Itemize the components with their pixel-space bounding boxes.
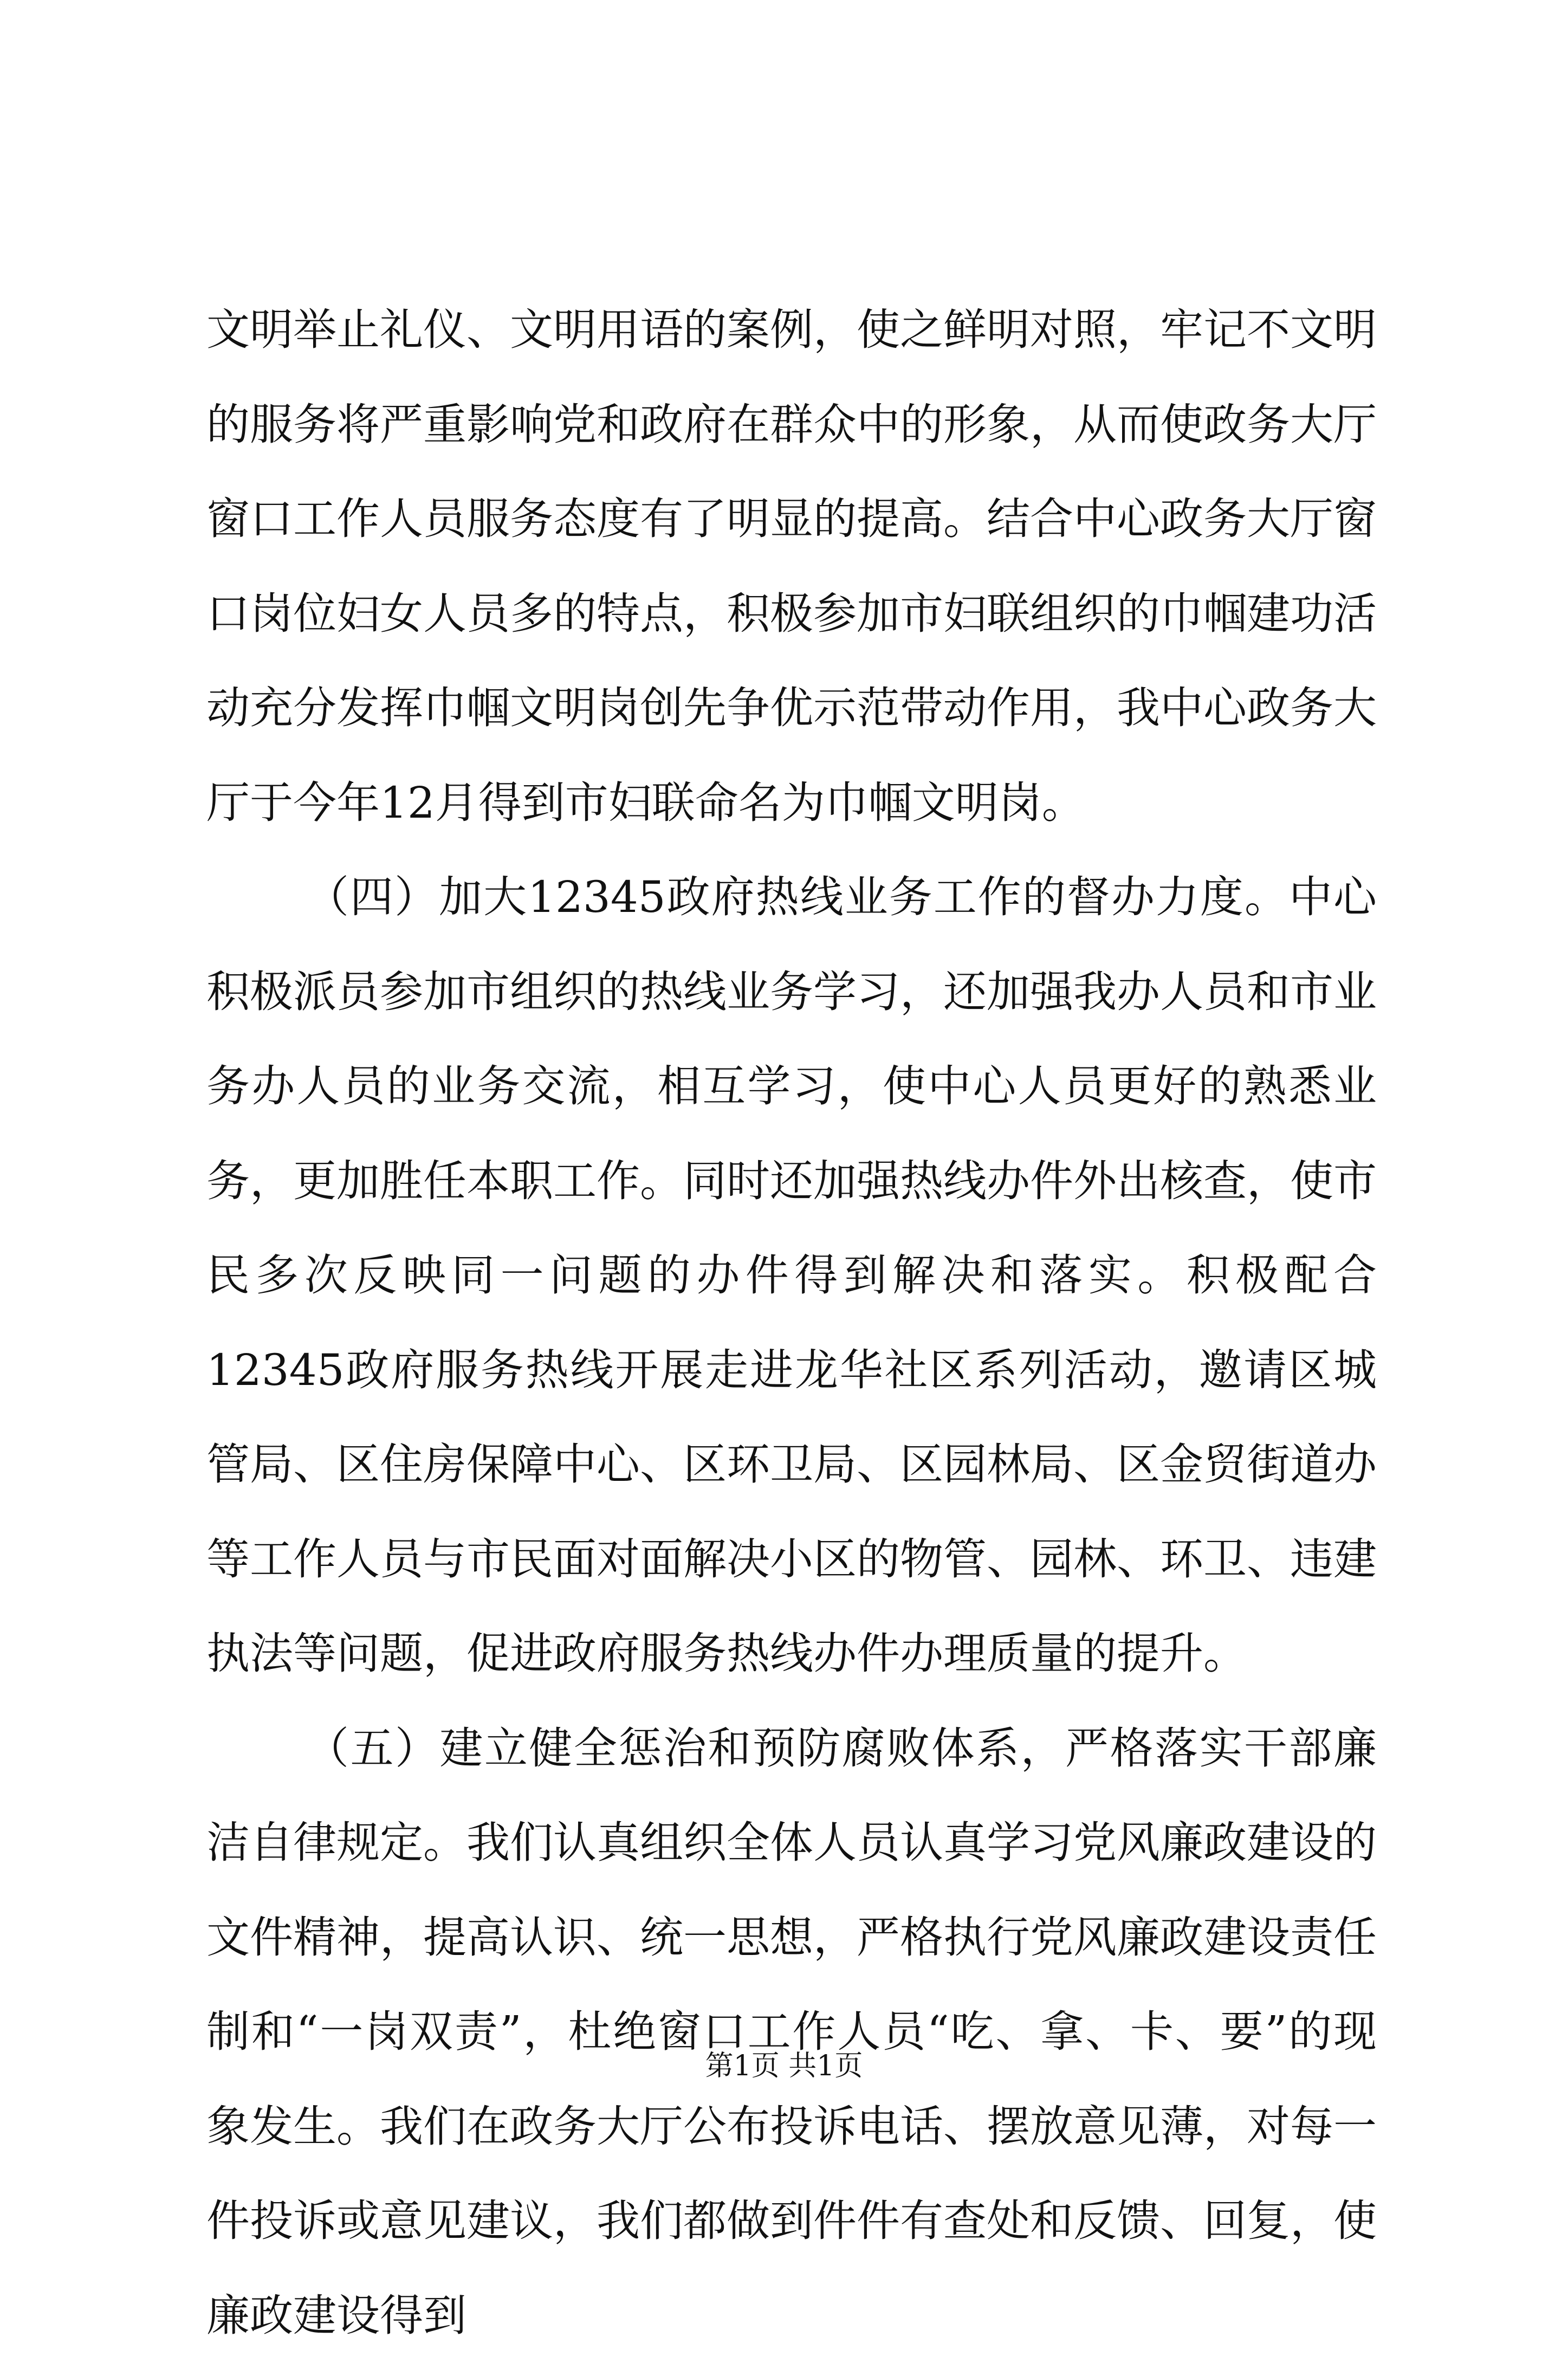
paragraph-1: 文明举止礼仪、文明用语的案例，使之鲜明对照，牢记不文明的服务将严重影响党和政府在群众中的形象，从而使政务大厅窗口工作人员服务态度有了明显的提高。结合中心政务大厅窗口岗位妇女人员多的特点，积极参加市妇联组织的巾帼建功活动充分发挥巾帼文明岗创先争优示范带动作用，我中心政务大厅于今年12月得到市妇联命名为巾帼文明岗。 — [206, 283, 1377, 850]
paragraph-2-section-four: （四）加大12345政府热线业务工作的督办力度。中心积极派员参加市组织的热线业务学习，还加强我办人员和市业务办人员的业务交流，相互学习，使中心人员更好的熟悉业务，更加胜任本职工作。同时还加强热线办件外出核查，使市民多次反映同一问题的办件得到解决和落实。积极配合12345政府服务热线开展走进龙华社区系列活动，邀请区城管局、区住房保障中心、区环卫局、区园林局、区金贸街道办等工作人员与市民面对面解决小区的物管、园林、环卫、违建执法等问题，促进政府服务热线办件办理质量的提升。 — [206, 850, 1377, 1701]
paragraph-3-section-five: （五）建立健全惩治和预防腐败体系，严格落实干部廉洁自律规定。我们认真组织全体人员认真学习党风廉政建设的文件精神，提高认识、统一思想，严格执行党风廉政建设责任制和“一岗双责”，杜绝窗口工作人员“吃、拿、卡、要”的现象发生。我们在政务大厅公布投诉电话、摆放意见薄，对每一件投诉或意见建议，我们都做到件件有查处和反馈、回复，使廉政建设得到 — [206, 1701, 1377, 2363]
page-footer: 第1页 共1页 — [0, 2047, 1568, 2085]
